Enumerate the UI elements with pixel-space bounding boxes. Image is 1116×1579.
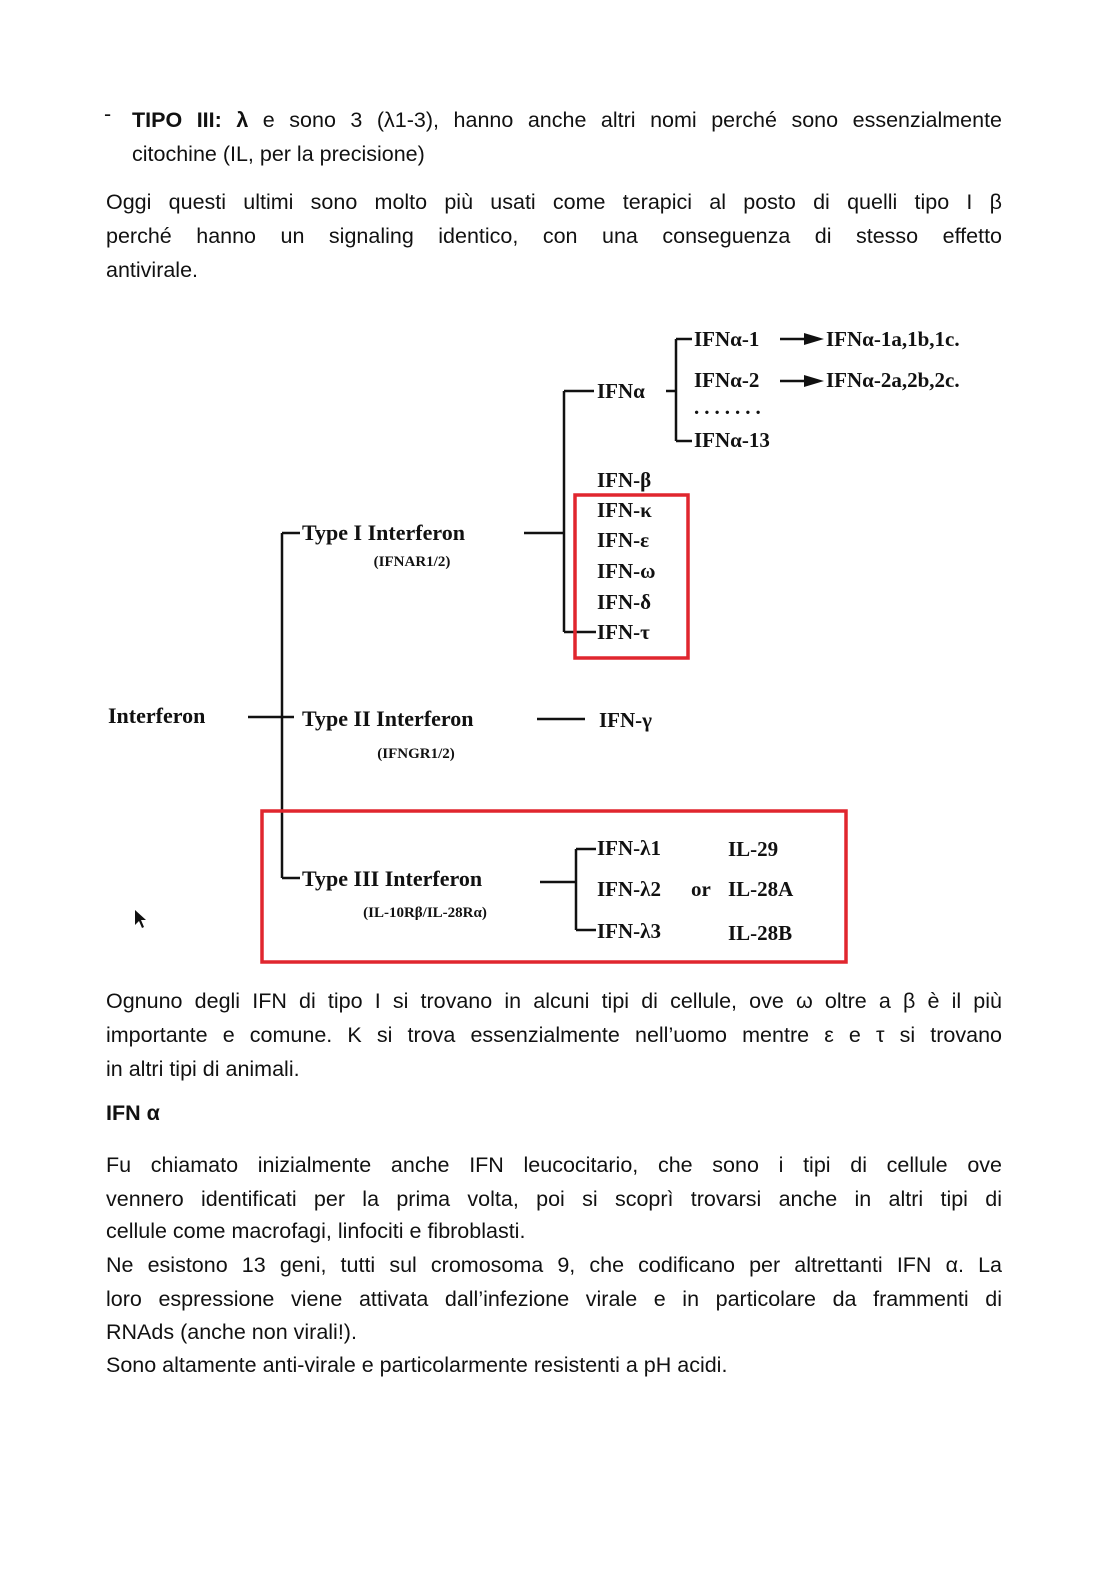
type3-label: Type III Interferon <box>302 866 483 891</box>
para2-line-2: importante e comune. K si trova essenzialmente nell’uomo mentre ε e τ si trovano <box>106 1023 1002 1047</box>
mouse-cursor-icon <box>135 910 146 928</box>
type1-member: IFN-δ <box>597 590 652 614</box>
type1-receptor: (IFNAR1/2) <box>373 554 451 570</box>
ifn-alpha-2-result: IFNα-2a,2b,2c. <box>826 368 960 392</box>
bullet-marker: - <box>104 102 112 126</box>
para5: Sono altamente anti-virale e particolarmente resistenti a pH acidi. <box>106 1353 728 1377</box>
type3-member-alias: IL-29 <box>728 837 779 861</box>
bullet-symbol: λ <box>236 108 249 132</box>
type2-member: IFN-γ <box>599 708 652 732</box>
para3-line-3: cellule come macrofagi, linfociti e fibroblasti. <box>106 1219 526 1243</box>
para1-line-3: antivirale. <box>106 258 199 282</box>
type3-member-alias: IL-28B <box>728 921 793 945</box>
para4-line-3: RNAds (anche non virali!). <box>106 1320 357 1344</box>
para2-line-3: in altri tipi di animali. <box>106 1057 300 1081</box>
para3-line-2: vennero identificati per la prima volta, poi si scoprì trovarsi anche in altri tipi di <box>106 1187 1002 1211</box>
bullet-text: e sono 3 (λ1-3), hanno anche altri nomi perché sono essenzialmente <box>248 108 1003 132</box>
type2-label: Type II Interferon <box>302 706 474 731</box>
ifn-alpha-dots: ....... <box>694 395 766 419</box>
para3-line-1: Fu chiamato inizialmente anche IFN leucocitario, che sono i tipi di cellule ove <box>106 1153 1002 1177</box>
type3-member-name: IFN-λ1 <box>597 836 661 860</box>
type3-member-name: IFN-λ3 <box>597 919 661 943</box>
type2-receptor: (IFNGR1/2) <box>377 746 455 762</box>
ifn-alpha-13: IFNα-13 <box>694 428 770 452</box>
root-label: Interferon <box>108 703 206 728</box>
ifn-alpha-1: IFNα-1 <box>694 327 760 351</box>
ifn-alpha-2: IFNα-2 <box>694 368 760 392</box>
type3-or-word: or <box>691 877 711 901</box>
ifn-alpha-1-result: IFNα-1a,1b,1c. <box>826 327 960 351</box>
section-heading: IFN α <box>106 1101 160 1125</box>
para2-line-1: Ognuno degli IFN di tipo I si trovano in alcuni tipi di cellule, ove ω oltre a β è il più <box>106 989 1002 1013</box>
ifn-alpha-label: IFNα <box>597 379 645 403</box>
para4-line-1: Ne esistono 13 geni, tutti sul cromosoma 9, che codificano per altrettanti IFN α. La <box>106 1253 1002 1277</box>
type1-member: IFN-β <box>597 468 652 492</box>
type1-member: IFN-τ <box>597 620 650 644</box>
para1-line-2: perché hanno un signaling identico, con una conseguenza di stesso effetto <box>106 224 1002 248</box>
para1-line-1: Oggi questi ultimi sono molto più usati come terapici al posto di quelli tipo I β <box>106 190 1002 214</box>
bullet-line-2: citochine (IL, per la precisione) <box>132 142 425 166</box>
type3-member-alias: IL-28A <box>728 877 794 901</box>
type1-member: IFN-ε <box>597 528 650 552</box>
type3-member-name: IFN-λ2 <box>597 877 661 901</box>
type1-label: Type I Interferon <box>302 520 465 545</box>
type3-receptor: (IL-10Rβ/IL-28Rα) <box>363 905 487 921</box>
type1-member: IFN-κ <box>597 498 652 522</box>
type1-member: IFN-ω <box>597 559 656 583</box>
para4-line-2: loro espressione viene attivata dall’infezione virale e in particolare da frammenti di <box>106 1287 1002 1311</box>
bullet-label: TIPO III: <box>132 108 222 132</box>
